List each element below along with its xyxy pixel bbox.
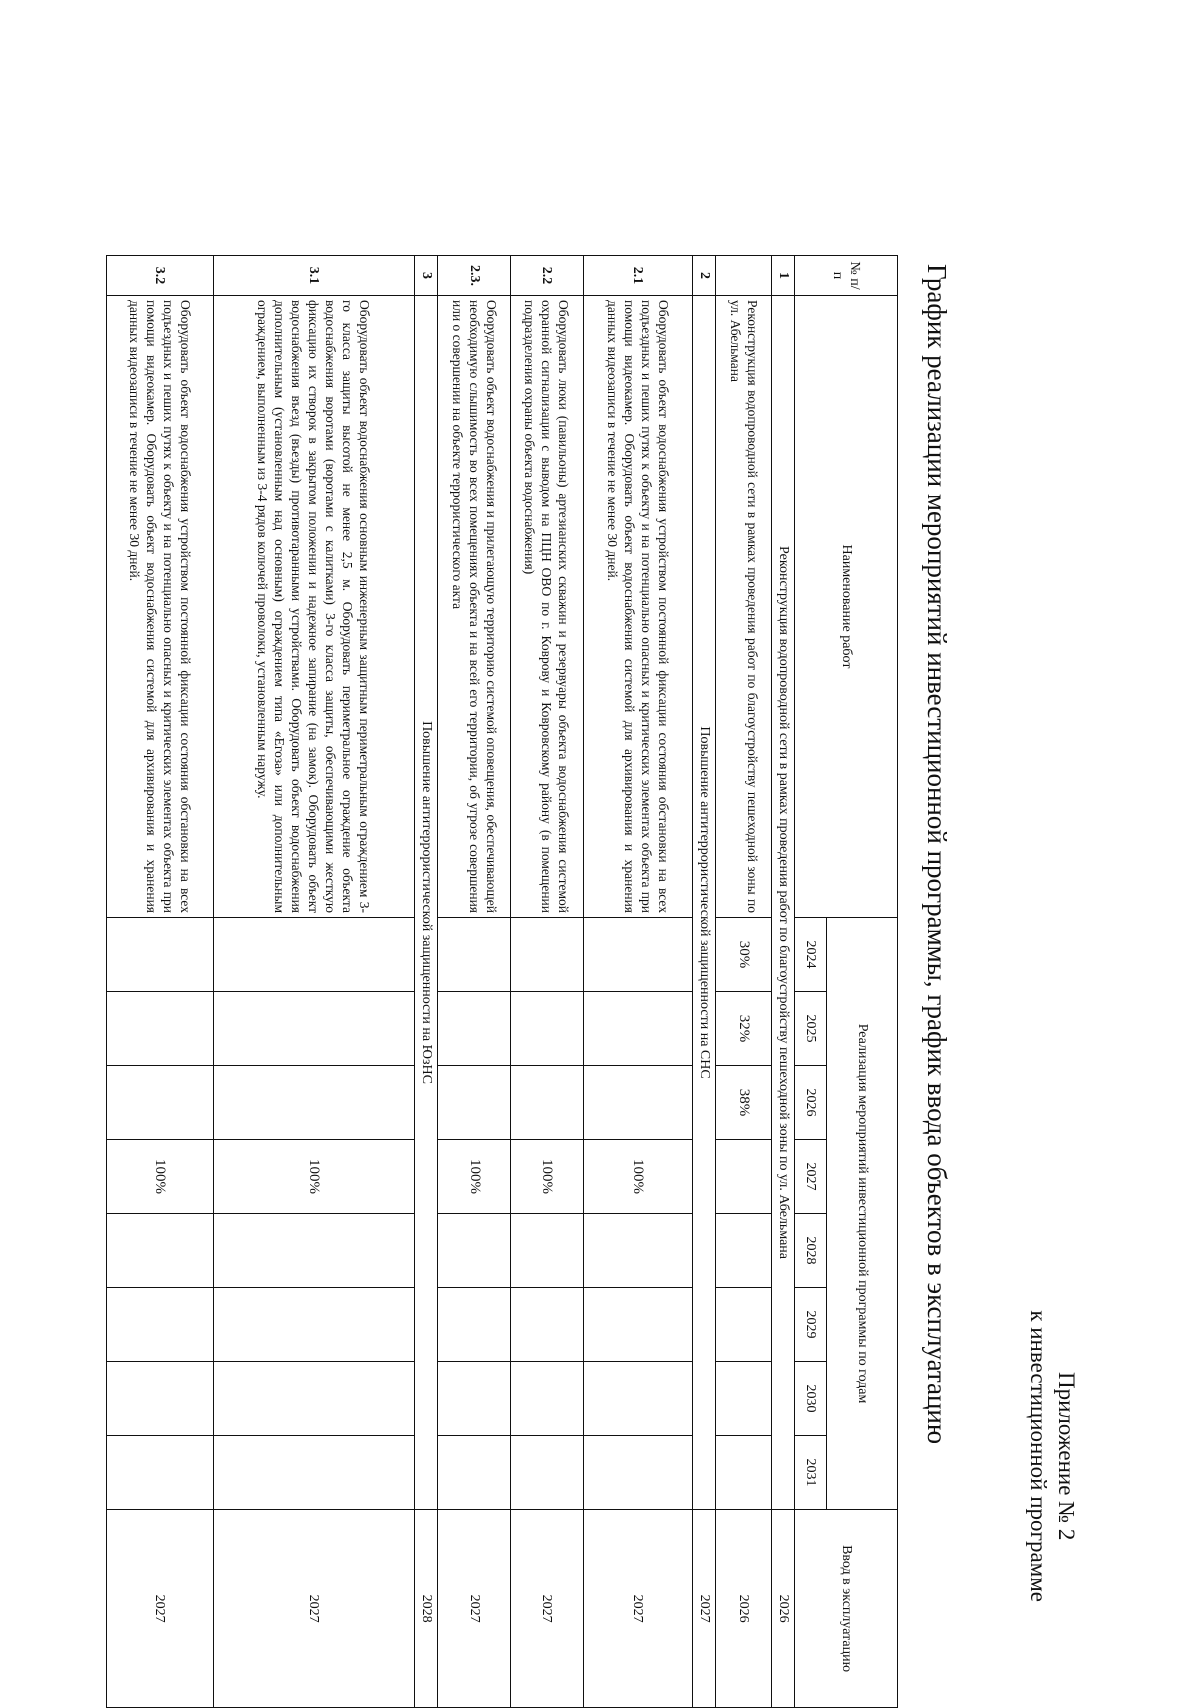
table-row (716, 256, 772, 1708)
section-3-commission: 2028 (414, 1510, 438, 1708)
row-y2027: 100% (438, 1140, 511, 1214)
row-y2024: 30% (716, 918, 772, 992)
row-name: Оборудовать объект водоснабжения и прилегающую территорию системой оповещения, обеспечивающей необходимую слышимость во всех помещениях объекта и на всей его территории, об угрозе совершения или о совершении на объекте террористического акта (438, 296, 511, 918)
row-commission: 2027 (107, 1510, 214, 1708)
year-2027: 2027 (795, 1140, 827, 1214)
section-3-title: Повышение антитеррористической защищенности на ЮзНС (414, 296, 438, 1510)
section-2-num: 2 (692, 256, 716, 296)
row-name: Оборудовать объект водоснабжения основным инженерным защитным периметральным ограждением 3-го класса защиты высотой не менее 2,5 м. Оборудовать периметральное ограждение объекта водоснабжения воротами (воротами с калитками) 3-го класса защиты, обеспечивающими жесткую фиксацию их створок в закрытом положении и надежное запирание (на замок). Оборудовать объект водоснабжения въезд (въезды) противотаранными устройствами. Оборудовать объект водоснабжения дополнительным (установленным над основным) ограждением типа «Егоза» или дополнительным ограждением, выполненным из 3-4 рядов колючей проволоки, установленным наружу. (213, 296, 414, 918)
page-title: График реализации мероприятий инвестиционной программы, график ввода объектов в эксплуатацию (922, 263, 952, 1445)
row-num: 2.1 (583, 256, 692, 296)
table-row (511, 256, 584, 1708)
section-1-title: Реконструкция водопроводной сети в рамках проведения работ по благоустройству пешеходной зоны по ул. Абельмана (771, 296, 795, 1510)
row-name: Оборудовать объект водоснабжения устройством постоянной фиксации состояния обстановки на всех подъездных и пеших путях к объекту и на потенциально опасных и критических элементах объекта при помощи видеокамер. Оборудовать объект водоснабжения системой для архивирования и хранения данных видеозаписи в течение не менее 30 дней. (583, 296, 692, 918)
row-y2025: 32% (716, 992, 772, 1066)
section-2-commission: 2027 (692, 1510, 716, 1708)
row-name: Оборудовать объект водоснабжения устройством постоянной фиксации состояния обстановки на всех подъездных и пеших путях к объекту и на потенциально опасных и критических элементах объекта при помощи видеокамер. Оборудовать объект водоснабжения системой для архивирования и хранения данных видеозаписи в течение не менее 30 дней. (107, 296, 214, 918)
header-row (827, 256, 898, 1708)
year-2025: 2025 (795, 992, 827, 1066)
row-name: Оборудовать люки (павильоны) артезианских скважин и резервуары объекта водоснабжения системой охранной сигнализации с выводом на ПЦН ОВО по г. Коврову и Ковровскому району (в помещении подразделения охраны объекта водоснабжения) (511, 296, 584, 918)
header-commissioning: Ввод в эксплуатацию (795, 1510, 898, 1708)
row-y2027: 100% (511, 1140, 584, 1214)
row-y2027: 100% (213, 1140, 414, 1214)
appendix-line-2: к инвестиционной программе (1026, 1310, 1051, 1602)
row-num: 3.1 (213, 256, 414, 296)
section-1-row (771, 256, 795, 1708)
row-y2027: 100% (583, 1140, 692, 1214)
row-num: 2.3. (438, 256, 511, 296)
row-name: Реконструкция водопроводной сети в рамках проведения работ по благоустройству пешеходной зоны по ул. Абельмана (716, 296, 772, 918)
row-y2027: 100% (107, 1140, 214, 1214)
row-commission: 2027 (583, 1510, 692, 1708)
year-2031: 2031 (795, 1436, 827, 1510)
section-3-num: 3 (414, 256, 438, 296)
row-commission: 2026 (716, 1510, 772, 1708)
schedule-table (106, 255, 898, 1708)
header-num: № п/п (795, 256, 898, 296)
row-commission: 2027 (438, 1510, 511, 1708)
header-realization: Реализация мероприятий инвестиционной программы по годам (827, 918, 898, 1510)
row-num: 3.2 (107, 256, 214, 296)
row-num-empty (716, 256, 772, 296)
section-3-row (414, 256, 438, 1708)
year-2030: 2030 (795, 1362, 827, 1436)
row-commission: 2027 (213, 1510, 414, 1708)
year-2029: 2029 (795, 1288, 827, 1362)
row-commission: 2027 (511, 1510, 584, 1708)
section-1-commission: 2026 (771, 1510, 795, 1708)
table-row (213, 256, 414, 1708)
row-y2026: 38% (716, 1066, 772, 1140)
header-name: Наименование работ (795, 296, 898, 918)
appendix-line-1: Приложение № 2 (1054, 1371, 1079, 1541)
table-row (583, 256, 692, 1708)
section-1-num: 1 (771, 256, 795, 296)
table-row (107, 256, 214, 1708)
year-2028: 2028 (795, 1214, 827, 1288)
year-2026: 2026 (795, 1066, 827, 1140)
section-2-row (692, 256, 716, 1708)
row-num: 2.2 (511, 256, 584, 296)
appendix-label (1024, 1310, 1080, 1602)
year-2024: 2024 (795, 918, 827, 992)
table-row (438, 256, 511, 1708)
section-2-title: Повышение антитеррористической защищенности на СНС (692, 296, 716, 1510)
